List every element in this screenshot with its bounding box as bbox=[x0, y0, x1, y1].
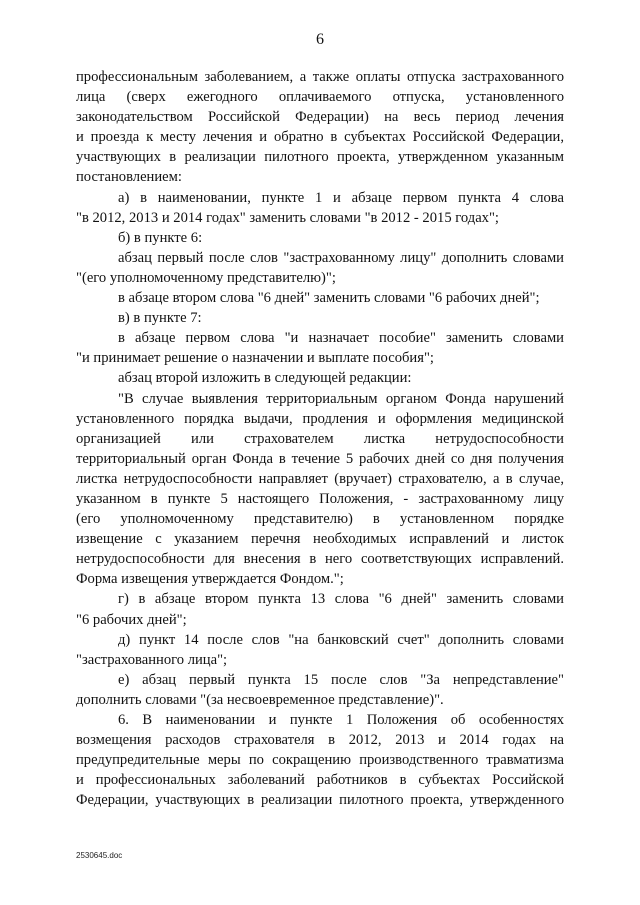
text-line: е) абзац первый пункта 15 после слов "За непредставление" bbox=[118, 671, 564, 688]
text-line: участвующих в реализации пилотного проекта, утвержденном указанным bbox=[76, 149, 564, 166]
text-line: в абзаце втором слова "6 дней" заменить словами "6 рабочих дней"; bbox=[118, 290, 540, 307]
file-name-footer: 2530645.doc bbox=[76, 851, 123, 860]
text-line: дополнить словами "(за несвоевременное представление)". bbox=[76, 691, 444, 708]
text-line: установленного порядка выдачи, продления и оформления медицинской bbox=[76, 410, 564, 427]
text-line: Федерации, участвующих в реализации пилотного проекта, утвержденного bbox=[76, 792, 564, 809]
text-line: абзац первый после слов "застрахованному лицу" дополнить словами bbox=[118, 249, 564, 266]
text-line: б) в пункте 6: bbox=[118, 229, 203, 246]
text-line: организацией или страхователем листка нетрудоспособности bbox=[76, 430, 564, 447]
text-line: и проезда к месту лечения и обратно в субъектах Российской Федерации, bbox=[76, 129, 564, 146]
text-line: Форма извещения утверждается Фондом."; bbox=[76, 571, 344, 588]
text-line: (его уполномоченному представителю) в установленном порядке bbox=[76, 511, 564, 528]
text-line: нетрудоспособности для внесения в него соответствующих исправлений. bbox=[76, 551, 564, 568]
text-line: "(его уполномоченному представителю)"; bbox=[76, 269, 336, 286]
text-line: в) в пункте 7: bbox=[118, 310, 202, 327]
text-line: законодательством Российской Федерации) на весь период лечения bbox=[76, 109, 564, 126]
text-line: абзац второй изложить в следующей редакции: bbox=[118, 370, 412, 387]
text-line: а) в наименовании, пункте 1 и абзаце первом пункта 4 слова bbox=[118, 189, 564, 206]
text-line: "В случае выявления территориальным органом Фонда нарушений bbox=[118, 390, 564, 407]
text-line: 6. В наименовании и пункте 1 Положения об особенностях bbox=[118, 712, 564, 728]
text-line: указанном в пункте 5 настоящего Положения, - застрахованному лицу bbox=[76, 490, 564, 507]
text-line: лица (сверх ежегодного оплачиваемого отпуска, установленного bbox=[76, 89, 564, 106]
text-line: и профессиональных заболеваний работников в субъектах Российской bbox=[76, 772, 564, 789]
text-line: "застрахованного лица"; bbox=[76, 651, 228, 668]
text-line: предупредительные меры по сокращению производственного травматизма bbox=[76, 752, 564, 769]
page-number: 6 bbox=[316, 31, 324, 48]
text-line: в абзаце первом слова "и назначает пособие" заменить словами bbox=[118, 330, 564, 347]
text-line: извещение с указанием перечня необходимых исправлений и листок bbox=[76, 531, 564, 548]
text-line: территориальный орган Фонда в течение 5 рабочих дней со дня получения bbox=[76, 450, 564, 467]
text-line: постановлением: bbox=[76, 169, 182, 186]
text-line: "в 2012, 2013 и 2014 годах" заменить словами "в 2012 - 2015 годах"; bbox=[76, 209, 499, 226]
text-line: листка нетрудоспособности направляет (вручает) страхователю, а в случае, bbox=[76, 470, 564, 487]
text-line: профессиональным заболеванием, а также оплаты отпуска застрахованного bbox=[76, 69, 564, 85]
text-line: "и принимает решение о назначении и выплате пособия"; bbox=[76, 350, 434, 367]
text-line: г) в абзаце втором пункта 13 слова "6 дней" заменить словами bbox=[118, 591, 564, 608]
text-line: возмещения расходов страхователя в 2012, 2013 и 2014 годах на bbox=[76, 732, 564, 749]
text-line: д) пункт 14 после слов "на банковский счет" дополнить словами bbox=[118, 631, 564, 648]
text-line: "6 рабочих дней"; bbox=[76, 611, 187, 628]
document-body bbox=[76, 67, 564, 810]
